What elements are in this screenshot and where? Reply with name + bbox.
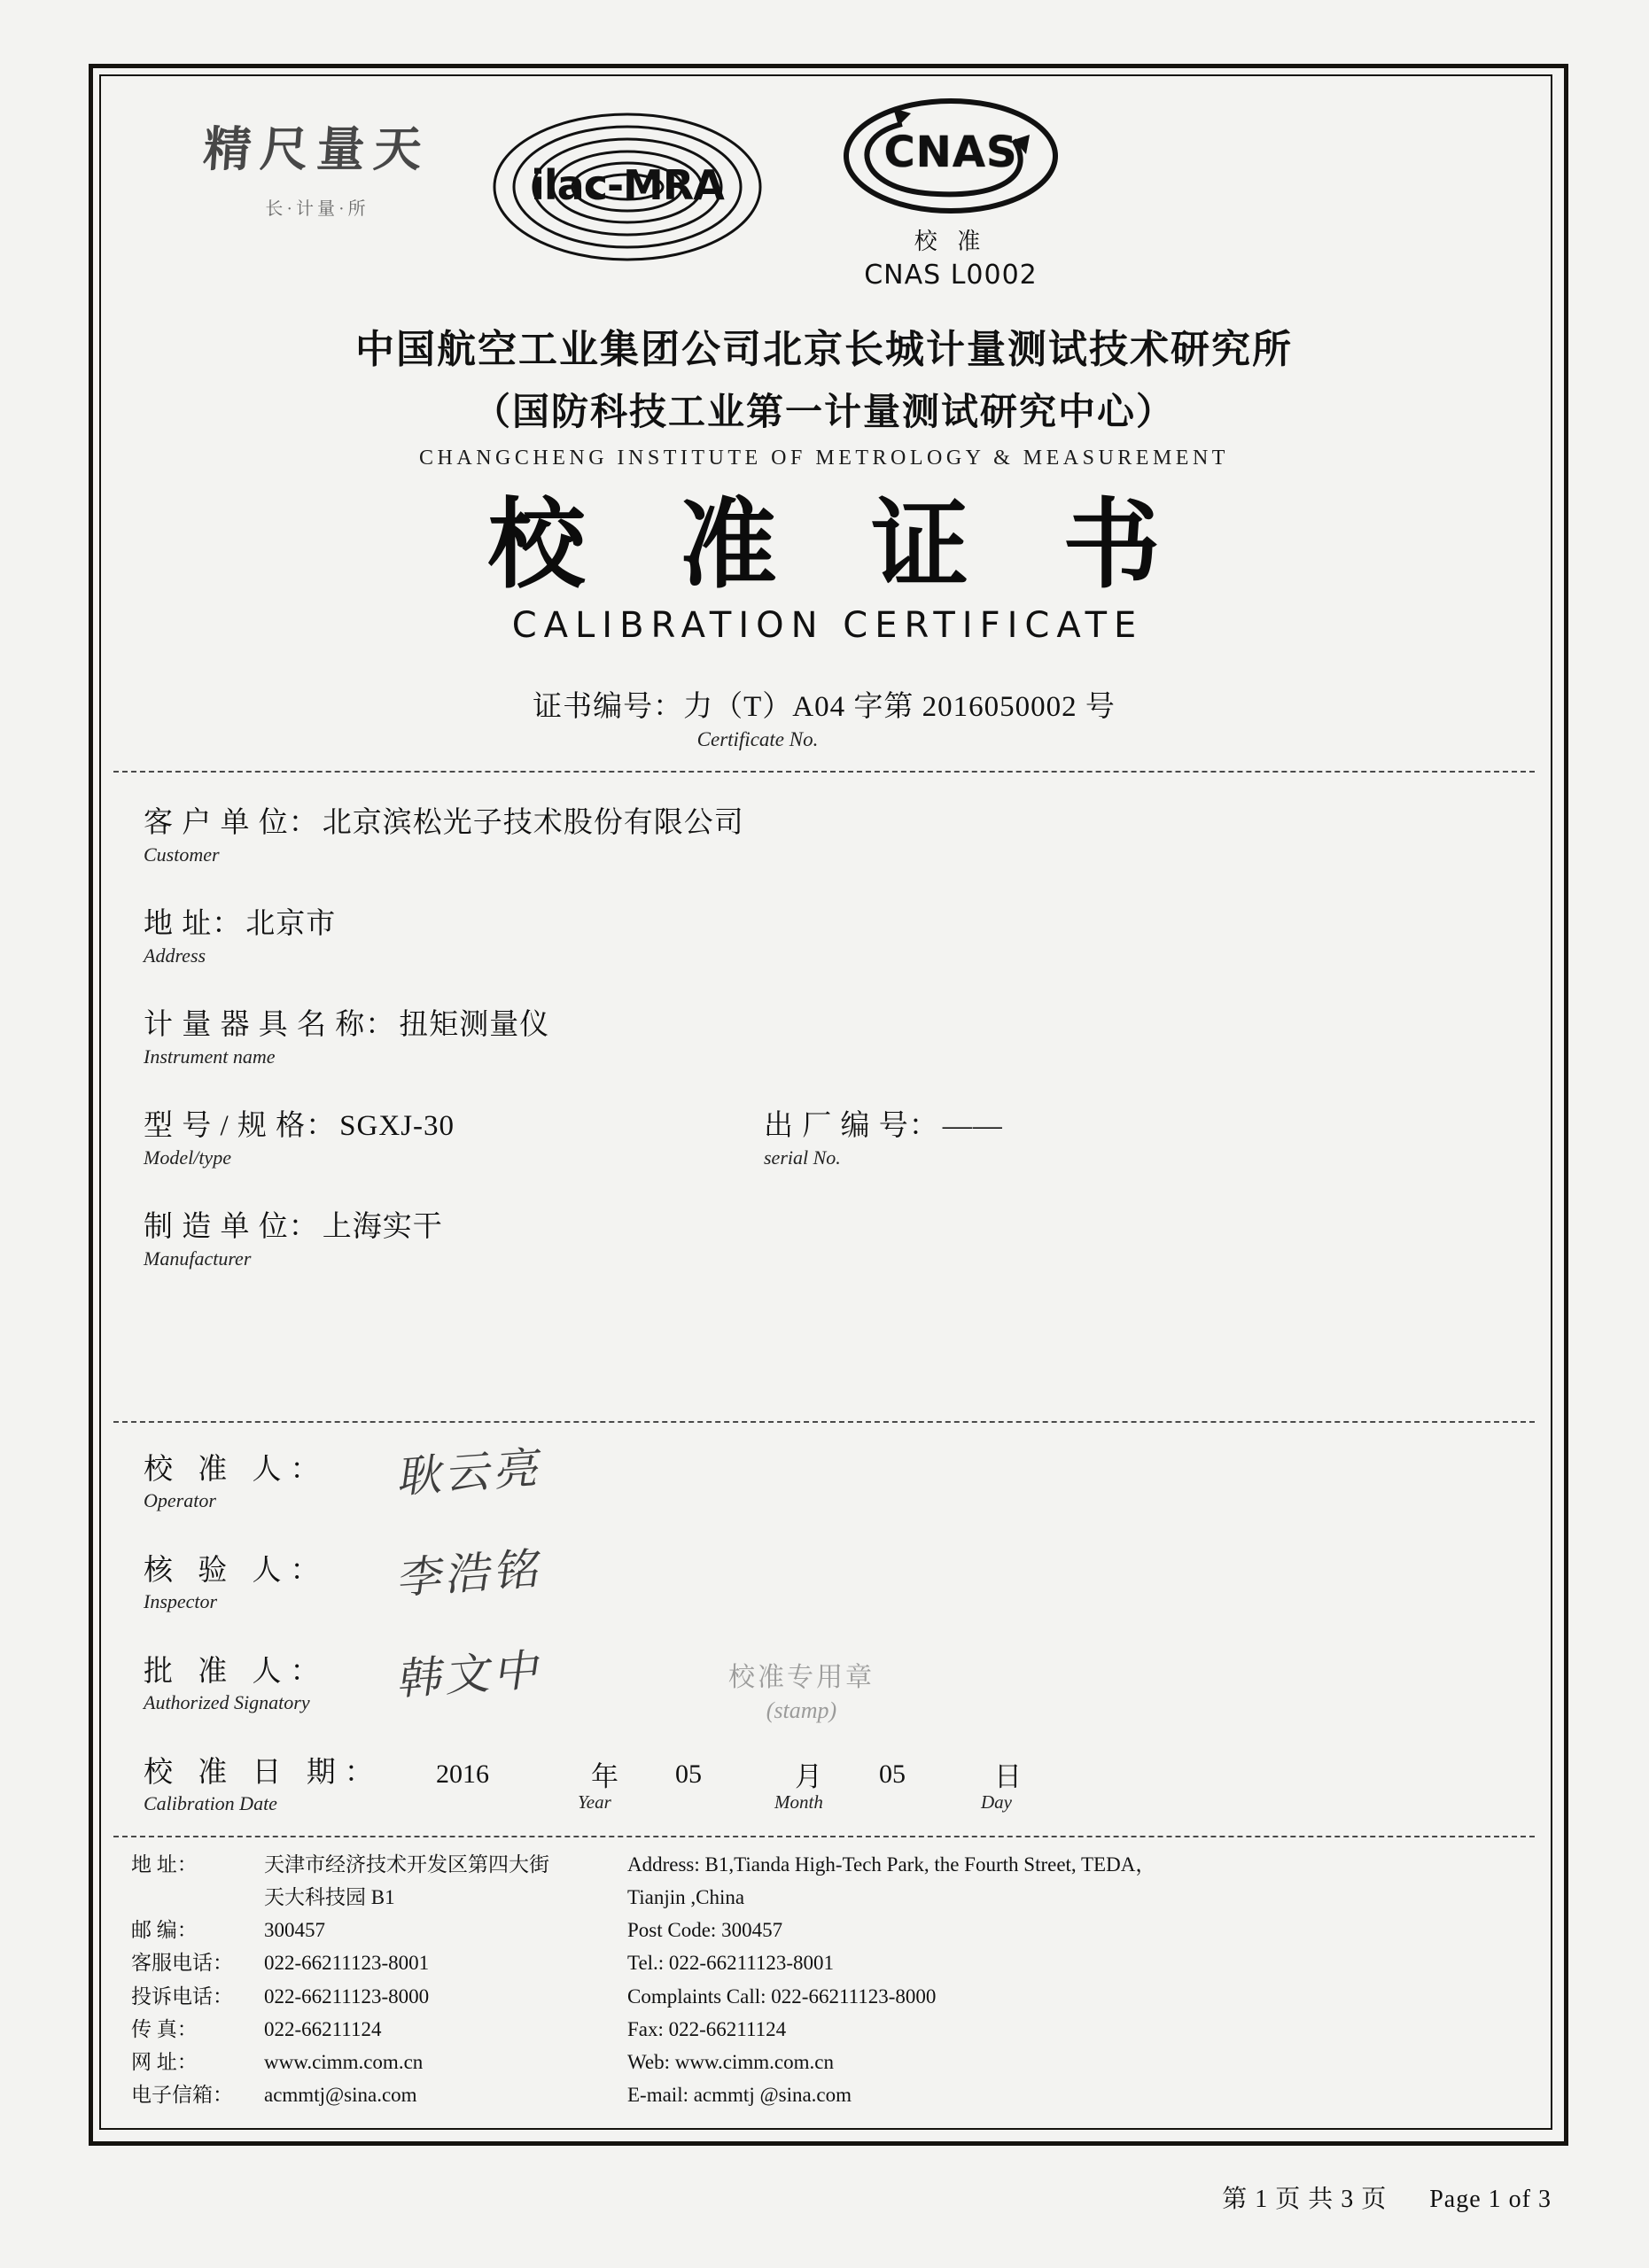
certificate-content — [113, 85, 1535, 2114]
instrument-fields — [113, 773, 1535, 1270]
field-serial-no-label: 出 厂 编 号： — [764, 1109, 939, 1142]
cnas-logo — [805, 94, 1097, 291]
contact-key: 网 址： — [131, 2051, 198, 2073]
field-model-type-label: 型 号 / 规 格： — [144, 1109, 337, 1142]
contact-line-en: Complaints Call: 022-66211123-8000 — [627, 1984, 937, 2008]
signature-inspector — [144, 1542, 1505, 1632]
calibration-date-year-unit: 年 — [591, 1760, 618, 1792]
calibration-stamp-zh: 校准专用章 — [728, 1662, 875, 1692]
field-instrument-name-label-en: Instrument name — [144, 1045, 276, 1068]
calibration-date-row — [144, 1749, 1505, 1820]
seal-main-text: 精尺量天 — [201, 120, 432, 177]
field-instrument-name — [144, 1001, 1505, 1068]
field-manufacturer-label-en: Manufacturer — [144, 1247, 252, 1270]
contact-line-en: Fax: 022-66211124 — [627, 2017, 787, 2040]
contact-line — [131, 1980, 627, 2013]
contact-chinese-column — [131, 1848, 627, 2112]
signature-operator-label: 校 准 人： — [144, 1453, 329, 1486]
calibration-stamp — [728, 1655, 875, 1724]
field-customer — [144, 799, 1505, 866]
field-model-type — [144, 1102, 1505, 1169]
cnas-wordmark: CNAS — [883, 128, 1018, 177]
field-model-type-label-en: Model/type — [144, 1146, 231, 1169]
contact-line — [131, 1914, 627, 1946]
signature-inspector-handwriting: 李浩铭 — [395, 1542, 548, 1604]
calibration-date-day-unit-en: Day — [981, 1790, 1012, 1813]
contact-value: 天大科技园 B1 — [264, 1885, 395, 1908]
calibration-date-month-value: 05 — [675, 1759, 702, 1789]
contact-email[interactable]: acmmtj@sina.com — [264, 2084, 417, 2107]
signature-block — [113, 1423, 1535, 1820]
field-customer-label: 客 户 单 位： — [144, 806, 319, 839]
contact-line — [131, 2013, 627, 2046]
field-customer-value: 北京滨松光子技术股份有限公司 — [322, 806, 744, 839]
calibration-date-month-unit-en: Month — [774, 1790, 823, 1813]
field-manufacturer-label: 制 造 单 位： — [144, 1210, 319, 1243]
contact-line-en: Post Code: 300457 — [627, 1919, 783, 1941]
contact-line — [131, 2078, 627, 2111]
signature-inspector-label: 核 验 人： — [144, 1554, 329, 1587]
contact-value: 300457 — [264, 1919, 325, 1941]
field-manufacturer-value: 上海实干 — [322, 1210, 443, 1243]
calibration-date-day-value: 05 — [879, 1759, 906, 1789]
signature-authorized — [144, 1643, 1505, 1733]
institute-heading — [113, 317, 1535, 470]
contact-value: 天津市经济技术开发区第四大街 — [264, 1852, 549, 1876]
contact-line-en-email[interactable]: E-mail: acmmtj @sina.com — [627, 2084, 852, 2107]
contact-key: 投诉电话： — [131, 1984, 233, 2008]
field-instrument-name-label: 计 量 器 具 名 称： — [144, 1008, 396, 1041]
field-address-label: 地 址： — [144, 907, 243, 940]
field-model-type-value: SGXJ-30 — [339, 1109, 455, 1142]
ilac-label: ilac-MRA — [531, 161, 724, 209]
contact-key: 邮 编： — [131, 1919, 198, 1941]
calibration-stamp-en: (stamp) — [766, 1697, 837, 1723]
field-serial-no-value: —— — [942, 1109, 1003, 1142]
contact-line — [131, 1848, 627, 1881]
signature-inspector-label-en: Inspector — [144, 1589, 218, 1612]
field-customer-label-en: Customer — [144, 843, 220, 866]
institute-seal — [167, 112, 468, 220]
cnas-accreditation-code: CNAS L0002 — [864, 260, 1038, 291]
certificate-number: 证书编号：力（T）A04 字第 2016050002 号 — [533, 690, 1116, 723]
institute-name-line2: （国防科技工业第一计量测试研究中心） — [472, 392, 1175, 433]
cnas-mark-icon — [840, 94, 1062, 218]
field-serial-no-label-en: serial No. — [764, 1146, 841, 1169]
signature-operator — [144, 1441, 1505, 1531]
contact-line-en: Tianjin ,China — [627, 1885, 745, 1908]
contact-line — [131, 2046, 627, 2078]
contact-block — [113, 1837, 1535, 2112]
certificate-number-block — [113, 683, 1535, 751]
contact-value: 022-66211123-8001 — [264, 1952, 430, 1975]
contact-line-en: Address: B1,Tianda High-Tech Park, the Fourth Street, TEDA， — [627, 1852, 1156, 1876]
field-serial-no — [764, 1102, 1003, 1169]
calibration-date-label: 校 准 日 期： — [144, 1756, 383, 1789]
contact-key: 电子信箱： — [131, 2084, 233, 2107]
certificate-number-label-en: Certificate No. — [696, 727, 819, 750]
cnas-zh-label: 校 准 — [914, 229, 988, 254]
calibration-date-year-value: 2016 — [436, 1759, 489, 1789]
field-address-value: 北京市 — [245, 907, 337, 940]
signature-authorized-label-en: Authorized Signatory — [144, 1690, 310, 1713]
contact-english-column — [627, 1848, 1248, 2112]
contact-key: 客服电话： — [131, 1952, 233, 1975]
signature-authorized-label: 批 准 人： — [144, 1655, 329, 1688]
seal-sub-text: 长·计量·所 — [265, 199, 369, 219]
page-title: 校 准 证 书 — [487, 487, 1191, 602]
contact-value: 022-66211124 — [264, 2017, 382, 2040]
field-manufacturer — [144, 1203, 1505, 1270]
contact-value: 022-66211123-8000 — [264, 1984, 430, 2008]
contact-website[interactable]: www.cimm.com.cn — [264, 2051, 424, 2073]
calibration-date-day-unit: 日 — [994, 1760, 1022, 1792]
calibration-date-month-unit: 月 — [795, 1760, 822, 1792]
field-instrument-name-value: 扭矩测量仪 — [399, 1008, 550, 1041]
field-address-label-en: Address — [144, 944, 206, 967]
header-logo-row — [113, 85, 1535, 315]
contact-key: 传 真： — [131, 2017, 198, 2040]
page-footer — [1222, 2179, 1552, 2215]
contact-line-en: Tel.: 022-66211123-8001 — [627, 1952, 835, 1975]
calibration-date-label-en: Calibration Date — [144, 1791, 277, 1814]
page-footer-en: Page 1 of 3 — [1429, 2186, 1552, 2213]
contact-line — [131, 1881, 627, 1914]
ilac-mra-logo — [486, 110, 769, 265]
field-address — [144, 900, 1505, 967]
signature-operator-handwriting: 耿云亮 — [395, 1441, 548, 1503]
contact-key: 地 址： — [131, 1852, 198, 1876]
calibration-date-year-unit-en: Year — [578, 1790, 611, 1813]
signature-operator-label-en: Operator — [144, 1488, 216, 1511]
institute-name-english: CHANGCHENG INSTITUTE OF METROLOGY & MEASUREMENT — [419, 447, 1229, 470]
signature-authorized-handwriting: 韩文中 — [395, 1643, 548, 1705]
page-title-english: CALIBRATION CERTIFICATE — [511, 604, 1144, 646]
page-footer-zh: 第 1 页 共 3 页 — [1222, 2186, 1388, 2213]
contact-line — [131, 1946, 627, 1979]
contact-line-en-website[interactable]: Web: www.cimm.com.cn — [627, 2051, 834, 2073]
institute-name-line1: 中国航空工业集团公司北京长城计量测试技术研究所 — [355, 328, 1293, 371]
